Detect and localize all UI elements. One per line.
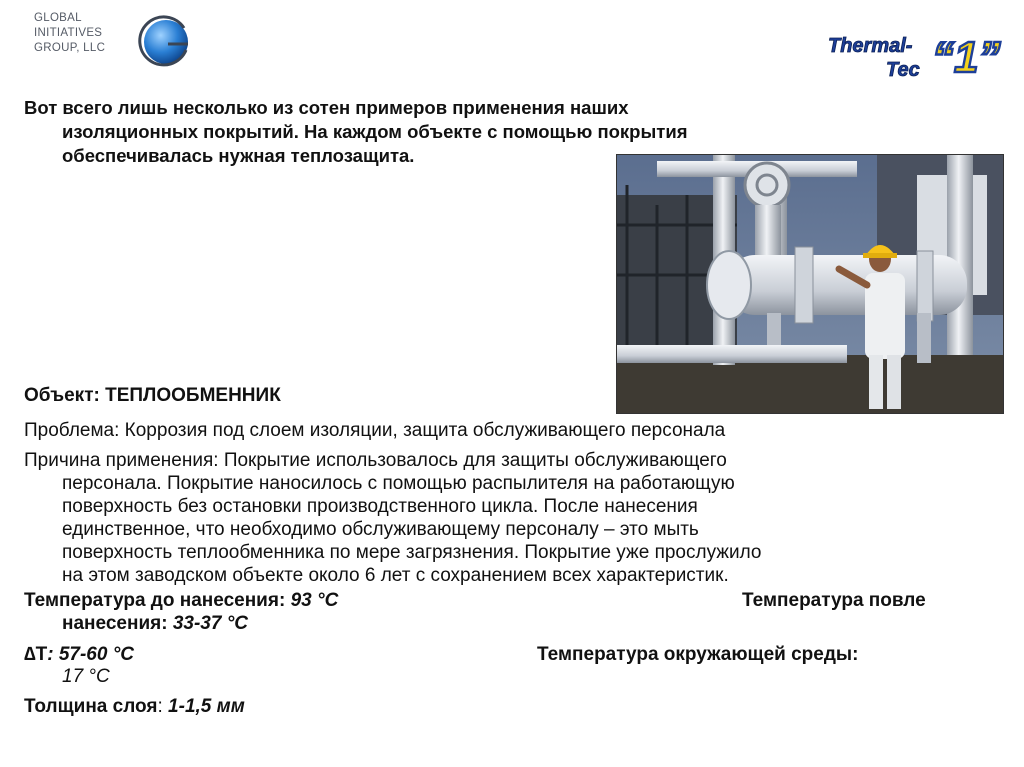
delta-row	[24, 643, 1004, 691]
reason-first-text: Покрытие использовалось для защиты обслуживающего	[223, 450, 727, 471]
logo-thermal-text: Thermal-	[828, 35, 913, 57]
temp-before	[24, 589, 338, 612]
temp-before-value: 93 °C	[290, 590, 339, 611]
intro-line-1: Вот всего лишь несколько из сотен примеров применения наших	[24, 97, 629, 118]
reason-line-6: на этом заводском объекте около 6 лет с сохранением всех характеристик.	[62, 565, 729, 586]
reason-line-3: поверхность без остановки производственного цикла. После нанесения	[62, 496, 698, 517]
reason-label: Причина применения:	[24, 450, 219, 471]
temperature-row	[24, 589, 1004, 635]
logo-line-1: GLOBAL	[34, 12, 82, 24]
ambient-label: Температура окружающей среды:	[537, 644, 859, 665]
intro-line-3: обеспечивалась нужная теплозащита.	[62, 145, 415, 166]
reason-line-4: единственное, что необходимо обслуживающему персоналу – это мыть	[62, 519, 699, 540]
reason-first-line	[24, 449, 1004, 472]
heat-exchanger-photo	[616, 154, 1004, 414]
temp-after-label-2: нанесения:	[62, 613, 168, 634]
intro-line-2: изоляционных покрытий. На каждом объекте с помощью покрытия	[62, 121, 688, 142]
reason-line-5: поверхность теплообменника по мере загрязнения. Покрытие уже прослужило	[62, 542, 762, 563]
object-value: ТЕПЛООБМЕННИК	[105, 385, 281, 406]
thermal-tec-logo-mark	[824, 28, 1004, 84]
case-description	[24, 384, 1004, 718]
problem-line	[24, 419, 1004, 442]
delta-value: : 57-60 °C	[47, 644, 135, 665]
logo-line-2: INITIATIVES	[34, 27, 103, 39]
problem-value: Коррозия под слоем изоляции, защита обслуживающего персонала	[124, 420, 726, 441]
thermal-tec-logo	[824, 28, 1004, 84]
problem-label: Проблема:	[24, 420, 120, 441]
reason-line-2: персонала. Покрытие наносилось с помощью распылителя на работающую	[62, 473, 735, 494]
temp-before-label: Температура до нанесения:	[24, 590, 286, 611]
logo-text	[34, 11, 105, 56]
logo-one-mark: “1”	[932, 33, 1001, 82]
object-line	[24, 384, 1004, 407]
object-label: Объект:	[24, 385, 100, 406]
globe-icon	[138, 14, 194, 70]
temp-after-label-1: Температура повле	[742, 590, 926, 611]
photo-illustration	[617, 155, 1003, 413]
logo-tec-text: Tec	[886, 59, 920, 81]
thickness-label: Толщина слоя	[24, 696, 158, 717]
delta-label: ∆T	[24, 644, 48, 665]
ambient-value: 17 °C	[62, 666, 110, 687]
delta-t	[24, 643, 134, 666]
thickness-value: 1-1,5 мм	[168, 696, 245, 717]
global-initiatives-logo	[34, 8, 194, 70]
thickness-row	[24, 695, 1004, 718]
temp-after-value: 33-37 °C	[172, 613, 249, 634]
thickness-sep: :	[157, 696, 163, 717]
reason-block	[24, 449, 1004, 587]
temp-after	[62, 612, 248, 635]
logo-line-3: GROUP, LLC	[34, 42, 106, 54]
